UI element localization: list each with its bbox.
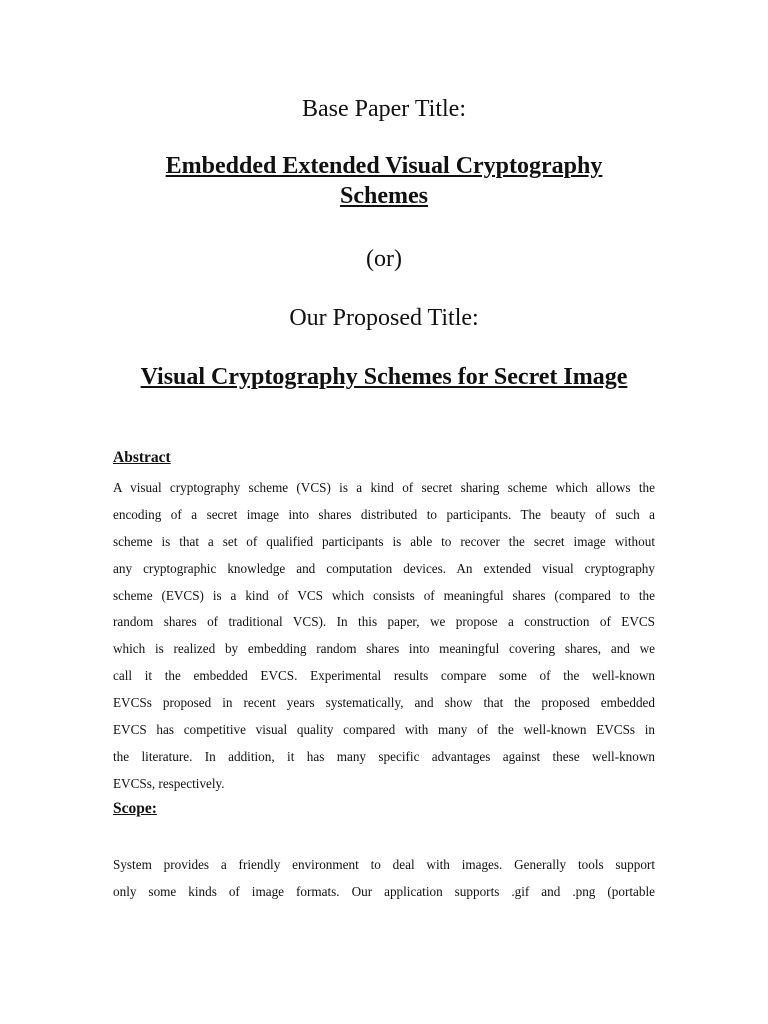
paragraph-line: encoding of a secret image into shares distributed to participants. The beauty of such a [113, 506, 655, 522]
base-paper-title [0, 151, 768, 211]
abstract-paragraph [113, 475, 655, 798]
paragraph-line: EVCS has competitive visual quality compared with many of the well-known EVCSs in [113, 722, 655, 738]
paragraph-line: any cryptographic knowledge and computation devices. An extended visual cryptography [113, 560, 655, 576]
proposed-title-label: Our Proposed Title: [289, 305, 479, 331]
paragraph-line: which is realized by embedding random shares into meaningful covering shares, and we [113, 641, 655, 657]
paragraph-line: the literature. In addition, it has many specific advantages against these well-known [113, 748, 655, 764]
paragraph-line: EVCSs, respectively. [113, 775, 225, 791]
base-paper-title-line: Embedded Extended Visual Cryptography [165, 153, 603, 179]
base-paper-label: Base Paper Title: [301, 96, 466, 122]
paragraph-line: scheme (EVCS) is a kind of VCS which consists of meaningful shares (compared to the [113, 587, 655, 603]
base-paper-title-line: Schemes [340, 183, 428, 209]
paragraph-line: A visual cryptography scheme (VCS) is a kind of secret sharing scheme which allows the [113, 480, 655, 495]
scope-heading: Scope: [113, 800, 157, 817]
paragraph-line: call it the embedded EVCS. Experimental results compare some of the well-known [113, 668, 655, 684]
paragraph-line: EVCSs proposed in recent years systematically, and show that the proposed embedded [113, 695, 655, 711]
paragraph-line: System provides a friendly environment to deal with images. Generally tools support [113, 857, 655, 872]
scope-paragraph [113, 852, 655, 906]
abstract-heading: Abstract [113, 449, 171, 466]
proposed-title: Visual Cryptography Schemes for Secret Image [140, 364, 628, 390]
paragraph-line: scheme is that a set of qualified participants is able to recover the secret image without [113, 533, 655, 549]
or-separator: (or) [366, 246, 402, 272]
paragraph-line: only some kinds of image formats. Our application supports .gif and .png (portable [113, 883, 655, 899]
paragraph-line: random shares of traditional VCS). In this paper, we propose a construction of EVCS [113, 614, 655, 630]
